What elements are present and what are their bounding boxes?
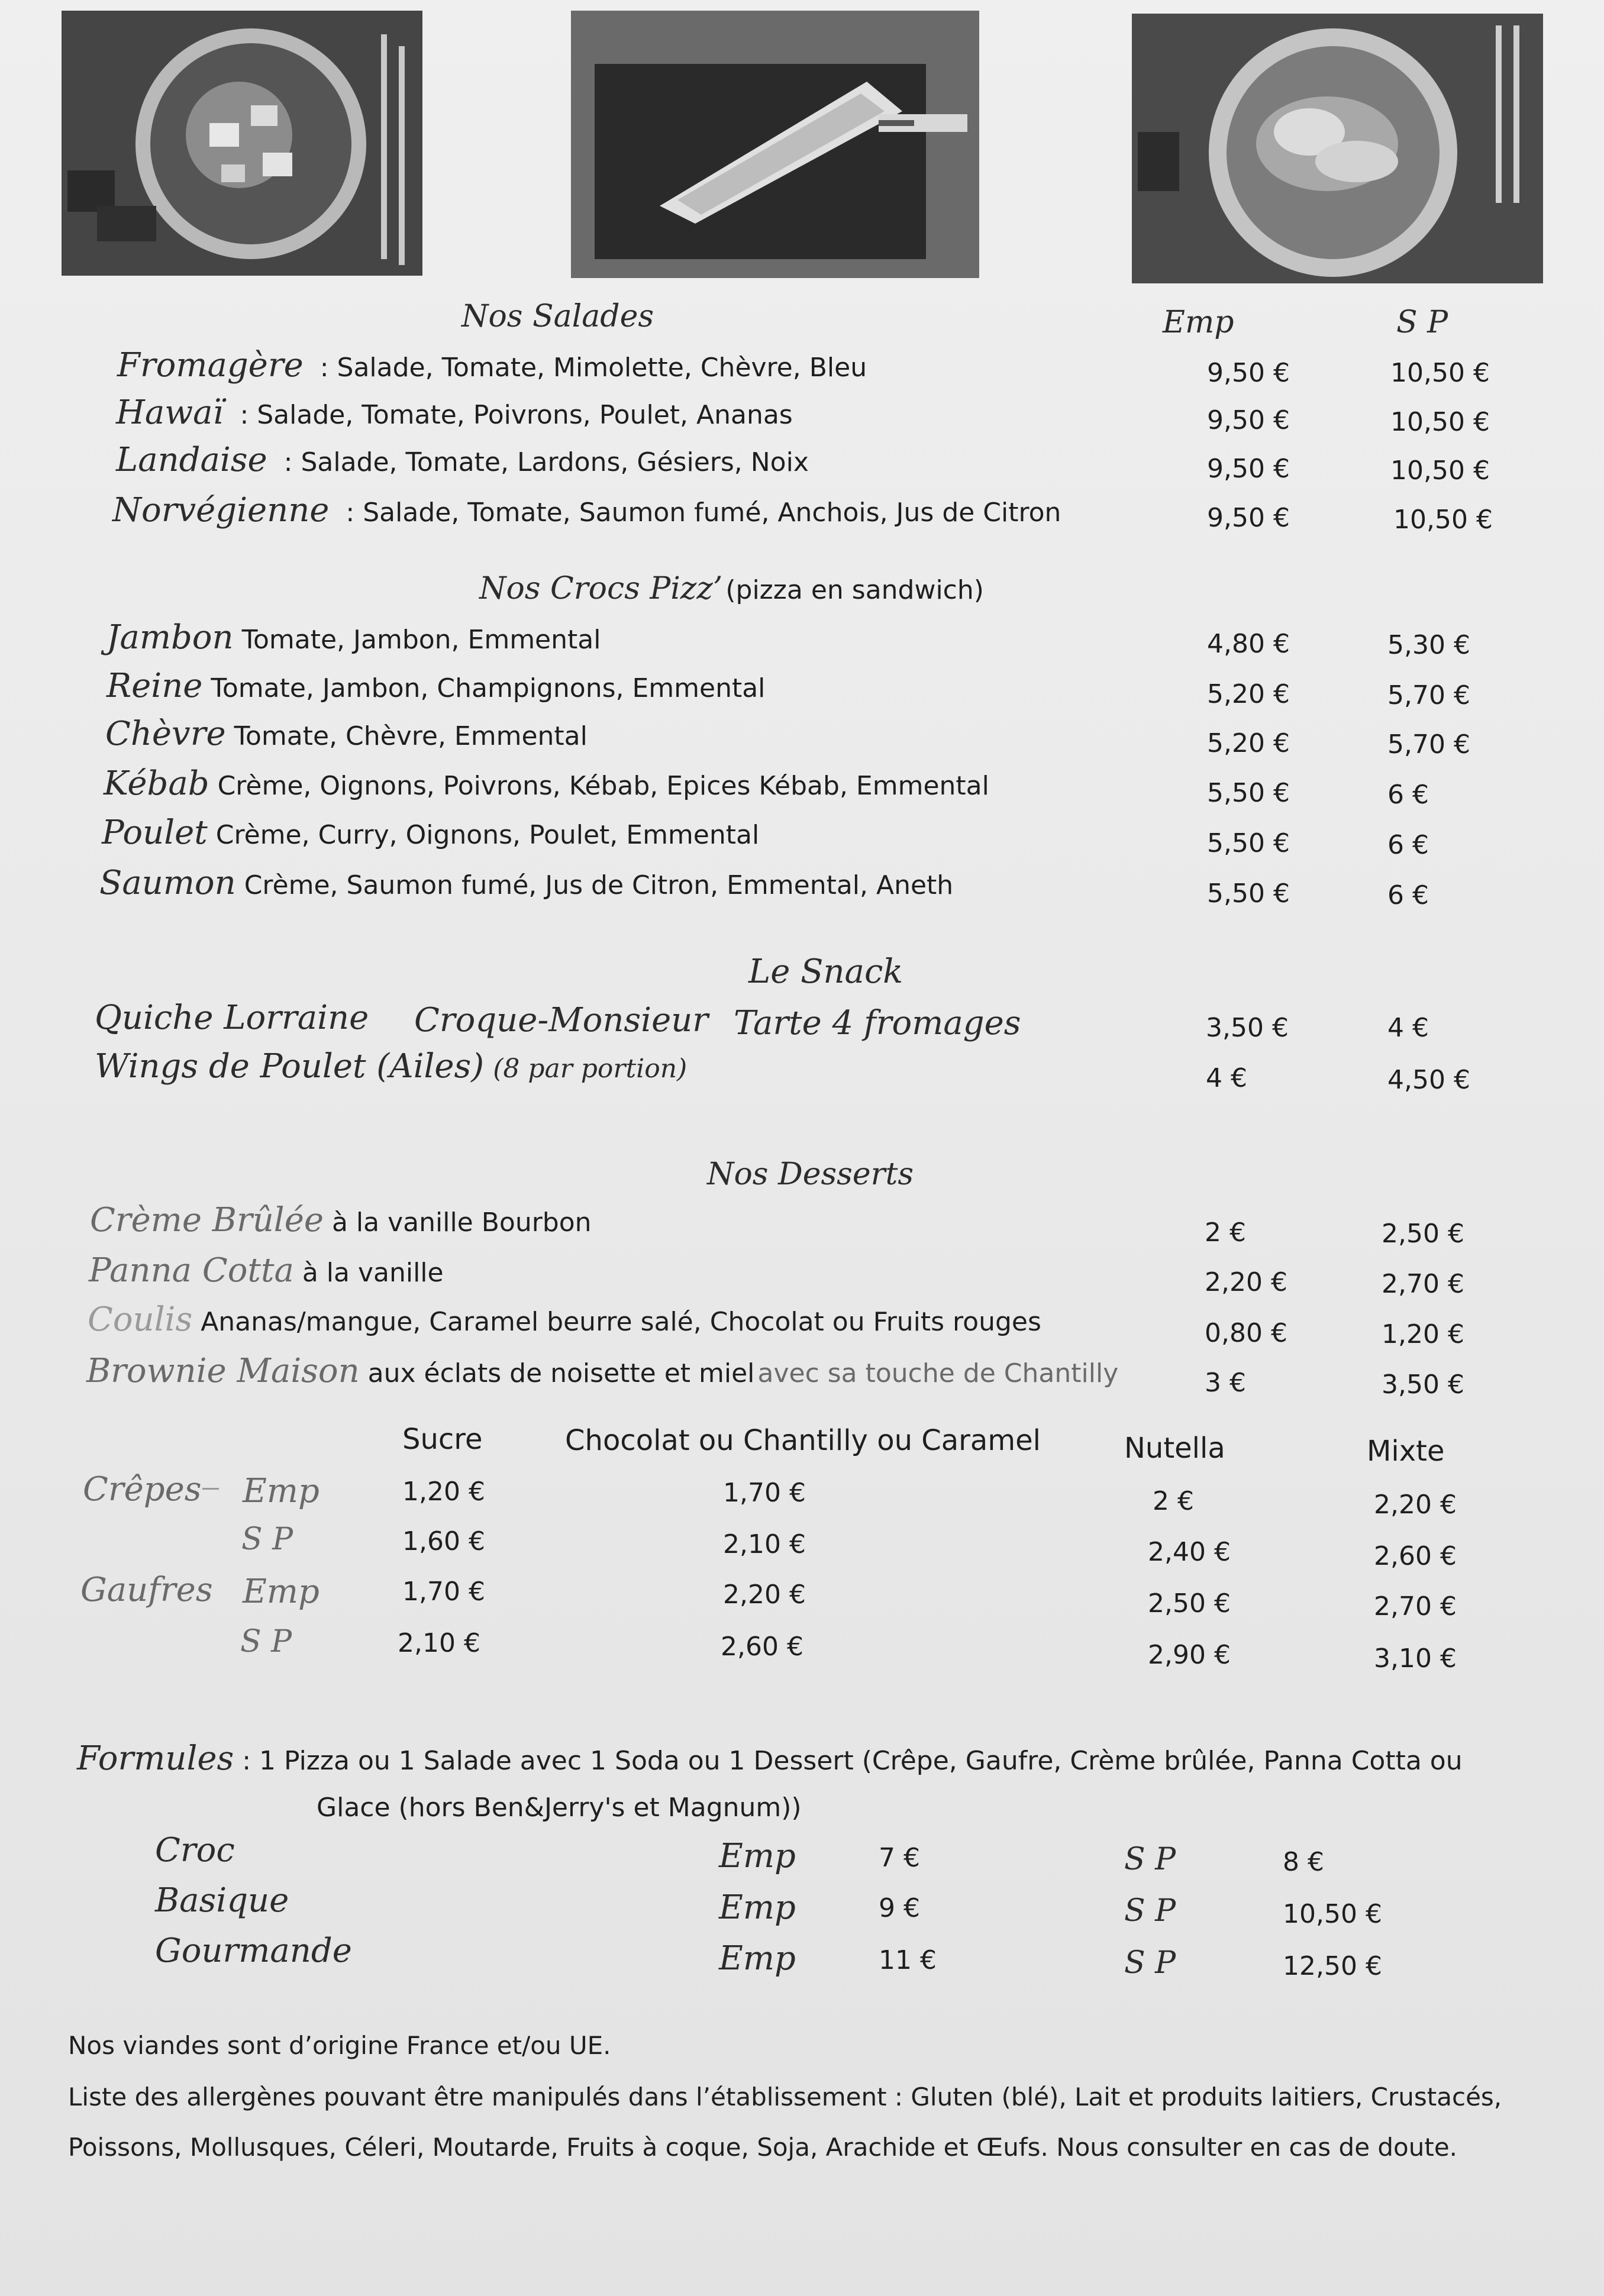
crepes-col-sucre: Sucre xyxy=(402,1423,483,1456)
croc-price-sp: 5,30 € xyxy=(1387,630,1470,660)
carpaccio-photo xyxy=(1132,14,1543,283)
formule-sp-price: 12,50 € xyxy=(1283,1951,1382,1981)
desserts-title: Nos Desserts xyxy=(707,1157,914,1192)
dessert-price-emp: 3 € xyxy=(1205,1368,1246,1398)
croc-price-emp: 5,20 € xyxy=(1207,679,1290,709)
salades-title: Nos Salades xyxy=(461,299,654,334)
snack-wings-sp: 4,50 € xyxy=(1387,1065,1470,1095)
formules-line2: Glace (hors Ben&Jerry's et Magnum)) xyxy=(317,1793,802,1823)
snack-tarte: Tarte 4 fromages xyxy=(734,1004,1021,1042)
snack-price-sp: 4 € xyxy=(1387,1013,1429,1043)
gaufres-emp-choco: 2,20 € xyxy=(723,1580,806,1610)
dessert-price-emp: 2,20 € xyxy=(1205,1267,1287,1297)
croc-price-emp: 5,50 € xyxy=(1207,778,1290,808)
crepes-sp-label: S P xyxy=(241,1522,293,1557)
salade-price-sp: 10,50 € xyxy=(1390,358,1490,388)
salade-price-sp: 10,50 € xyxy=(1393,505,1493,535)
crepes-emp-label: Emp xyxy=(243,1472,319,1510)
snack-row-wings xyxy=(95,1047,687,1086)
crepes-sp-nutella: 2,40 € xyxy=(1148,1537,1231,1567)
snack-wings: Wings de Poulet (Ailes) xyxy=(95,1047,485,1086)
footer-allergens-2: Poissons, Mollusques, Céleri, Moutarde, Fruits à coque, Soja, Arachide et Œufs. Nous consulter en cas de doute. xyxy=(68,2133,1458,2162)
formules-line1 xyxy=(77,1739,1463,1778)
croc-price-emp: 5,50 € xyxy=(1207,879,1290,909)
salade-price-emp: 9,50 € xyxy=(1207,503,1290,533)
dessert-price-sp: 2,50 € xyxy=(1382,1219,1464,1249)
snack-croque: Croque-Monsieur xyxy=(414,1001,709,1039)
col-emp-header: Emp xyxy=(1163,305,1234,340)
crepes-emp-mixte: 2,20 € xyxy=(1374,1490,1457,1520)
dessert-row: Coulis Ananas/mangue, Caramel beurre salé, Chocolat ou Fruits rouges xyxy=(88,1300,1041,1339)
gaufres-emp-label: Emp xyxy=(243,1572,319,1611)
gaufres-emp-sucre: 1,70 € xyxy=(402,1577,485,1607)
formule-emp-price: 7 € xyxy=(879,1843,920,1873)
crocs-title: Nos Crocs Pizz’ xyxy=(479,571,723,606)
dessert-price-sp: 1,20 € xyxy=(1382,1319,1464,1349)
formule-sp-label: S P xyxy=(1124,1842,1176,1877)
salade-price-emp: 9,50 € xyxy=(1207,454,1290,484)
crepes-emp-sucre: 1,20 € xyxy=(402,1477,485,1507)
snack-wings-note: (8 par portion) xyxy=(493,1054,688,1084)
croc-price-sp: 5,70 € xyxy=(1387,729,1470,760)
formule-sp-price: 8 € xyxy=(1283,1847,1324,1877)
dessert-row: Crème Brûlée à la vanille Bourbon xyxy=(90,1201,592,1239)
dessert-row: Brownie Maison aux éclats de noisette et miel avec sa touche de Chantilly xyxy=(86,1352,1119,1390)
dessert-price-emp: 0,80 € xyxy=(1205,1318,1287,1348)
gaufres-label: Gaufres xyxy=(80,1571,213,1609)
formules-desc: : 1 Pizza ou 1 Salade avec 1 Soda ou 1 Dessert (Crêpe, Gaufre, Crème brûlée, Panna Cotta ou xyxy=(234,1746,1463,1776)
croc-row: Poulet Crème, Curry, Oignons, Poulet, Emmental xyxy=(102,813,760,852)
gaufres-sp-nutella: 2,90 € xyxy=(1148,1640,1231,1670)
formule-sp-label: S P xyxy=(1124,1893,1176,1929)
formule-emp-label: Emp xyxy=(719,1888,796,1927)
formule-emp-label: Emp xyxy=(719,1837,796,1875)
croc-price-emp: 5,50 € xyxy=(1207,828,1290,858)
footer-allergens-1: Liste des allergènes pouvant être manipulés dans l’établissement : Gluten (blé), Lait et produits laitiers, Crustacés, xyxy=(68,2082,1502,2111)
croc-price-emp: 4,80 € xyxy=(1207,629,1290,659)
gaufres-emp-nutella: 2,50 € xyxy=(1148,1588,1231,1619)
croc-row: Reine Tomate, Jambon, Champignons, Emmental xyxy=(106,667,766,705)
crepes-emp-nutella: 2 € xyxy=(1153,1486,1194,1516)
dessert-price-emp: 2 € xyxy=(1205,1218,1246,1248)
croc-row: Saumon Crème, Saumon fumé, Jus de Citron, Emmental, Aneth xyxy=(99,864,954,902)
snack-title: Le Snack xyxy=(748,952,903,991)
croc-price-sp: 5,70 € xyxy=(1387,680,1470,711)
footer-origin: Nos viandes sont d’origine France et/ou UE. xyxy=(68,2031,611,2060)
formules-title: Formules xyxy=(77,1739,234,1778)
salade-row: Hawaï : Salade, Tomate, Poivrons, Poulet, Ananas xyxy=(116,393,793,432)
crepes-col-choco: Chocolat ou Chantilly ou Caramel xyxy=(565,1424,1041,1457)
salade-price-sp: 10,50 € xyxy=(1390,456,1490,486)
croc-row: Jambon Tomate, Jambon, Emmental xyxy=(106,618,601,657)
formule-name: Gourmande xyxy=(155,1932,352,1970)
snack-wings-emp: 4 € xyxy=(1206,1063,1247,1093)
gaufres-emp-mixte: 2,70 € xyxy=(1374,1591,1457,1622)
salade-row: Landaise : Salade, Tomate, Lardons, Gésiers, Noix xyxy=(116,441,809,479)
croc-price-sp: 6 € xyxy=(1387,880,1429,910)
croc-row: Kébab Crème, Oignons, Poivrons, Kébab, Epices Kébab, Emmental xyxy=(104,764,989,803)
croc-price-emp: 5,20 € xyxy=(1207,728,1290,758)
crocs-photo xyxy=(571,11,979,278)
gaufres-sp-label: S P xyxy=(240,1624,292,1659)
croc-price-sp: 6 € xyxy=(1387,780,1429,810)
crepes-label: Crêpes xyxy=(83,1470,202,1509)
salade-row: Fromagère : Salade, Tomate, Mimolette, Chèvre, Bleu xyxy=(117,346,867,385)
crepes-col-nutella: Nutella xyxy=(1124,1432,1225,1465)
formule-name: Croc xyxy=(155,1831,235,1869)
salad-photo xyxy=(62,11,422,276)
formule-emp-label: Emp xyxy=(719,1939,796,1978)
crocs-header xyxy=(479,571,984,606)
crepes-sp-mixte: 2,60 € xyxy=(1374,1541,1457,1571)
formule-emp-price: 9 € xyxy=(879,1893,920,1923)
formule-sp-label: S P xyxy=(1124,1945,1176,1981)
gaufres-sp-mixte: 3,10 € xyxy=(1374,1643,1457,1674)
dessert-row: Panna Cotta à la vanille xyxy=(89,1251,444,1290)
croc-price-sp: 6 € xyxy=(1387,830,1429,860)
dessert-price-sp: 3,50 € xyxy=(1382,1370,1464,1400)
col-sp-header: S P xyxy=(1396,305,1448,340)
snack-price-emp: 3,50 € xyxy=(1206,1013,1289,1043)
gaufres-sp-sucre: 2,10 € xyxy=(398,1628,480,1658)
salade-row: Norvégienne : Salade, Tomate, Saumon fumé, Anchois, Jus de Citron xyxy=(112,491,1061,529)
crocs-subtitle: (pizza en sandwich) xyxy=(725,575,984,605)
formule-name: Basique xyxy=(155,1881,289,1920)
croc-row: Chèvre Tomate, Chèvre, Emmental xyxy=(105,715,588,753)
salade-price-emp: 9,50 € xyxy=(1207,405,1290,435)
formule-emp-price: 11 € xyxy=(879,1945,937,1975)
crepes-sp-sucre: 1,60 € xyxy=(402,1526,485,1556)
gaufres-sp-choco: 2,60 € xyxy=(721,1632,803,1662)
crepes-emp-choco: 1,70 € xyxy=(723,1478,806,1508)
crepes-sp-choco: 2,10 € xyxy=(723,1529,806,1559)
snack-quiche: Quiche Lorraine xyxy=(95,999,369,1037)
formule-sp-price: 10,50 € xyxy=(1283,1899,1382,1929)
crepes-dash xyxy=(202,1488,219,1490)
salade-price-sp: 10,50 € xyxy=(1390,407,1490,437)
salade-price-emp: 9,50 € xyxy=(1207,358,1290,388)
crepes-col-mixte: Mixte xyxy=(1367,1435,1445,1468)
dessert-price-sp: 2,70 € xyxy=(1382,1269,1464,1299)
